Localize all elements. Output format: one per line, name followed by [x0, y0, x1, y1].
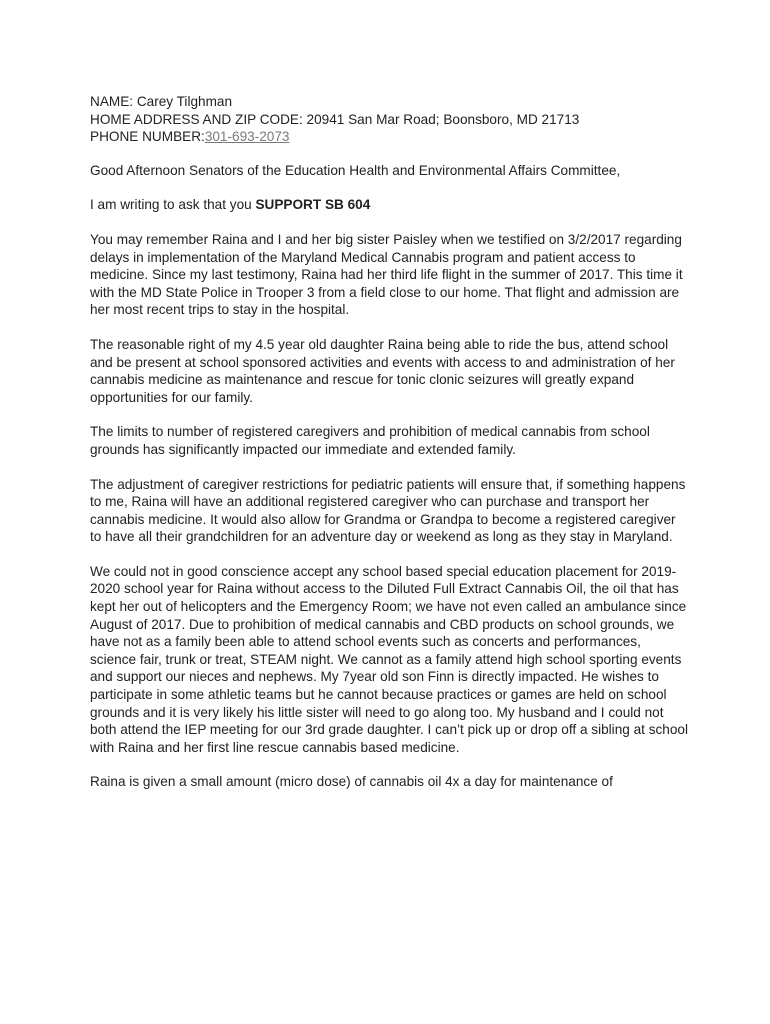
- testimony-letter: [90, 93, 690, 808]
- paragraph-testimony-history: You may remember Raina and I and her big sister Paisley when we testified on 3/2/2017 regarding delays in implementation of the Maryland Medical Cannabis program and patient access to medicine. Since my last testimony, Raina had her third life flight in the summer of 2017. This time it with the MD State Police in Trooper 3 from a field close to our home. That flight and admission are her most recent trips to stay in the hospital.: [90, 231, 683, 318]
- request-bill: SUPPORT SB 604: [255, 197, 371, 213]
- paragraph-caregiver-limits: The limits to number of registered caregivers and prohibition of medical cannabis from school grounds has significantly impacted our immediate and extended family.: [90, 424, 650, 457]
- name-line: NAME: Carey Tilghman: [90, 94, 233, 109]
- phone-label: PHONE NUMBER:: [90, 129, 205, 145]
- paragraph-micro-dose: Raina is given a small amount (micro dose) of cannabis oil 4x a day for maintenance of: [90, 774, 613, 790]
- contact-header: [90, 93, 690, 146]
- greeting: Good Afternoon Senators of the Education Health and Environmental Affairs Committee,: [90, 162, 621, 178]
- paragraph-reasonable-right: The reasonable right of my 4.5 year old daughter Raina being able to ride the bus, attend school and be present at school sponsored activities and events with access to and administration of her cannabis medicine as maintenance and rescue for tonic clonic seizures will greatly expand opportunities for our family.: [90, 336, 675, 405]
- paragraph-school-placement: We could not in good conscience accept any school based special education placement for 2019-2020 school year for Raina without access to the Diluted Full Extract Cannabis Oil, the oil that has kept her out of helicopters and the Emergency Room; we have not even called an ambulance since August of 2017. Due to prohibition of medical cannabis and CBD products on school grounds, we have not as a family been able to attend school events such as concerts and performances, science fair, trunk or treat, STEAM night. We cannot as a family attend high school sporting events and support our nieces and nephews. My 7year old son Finn is directly impacted. He wishes to participate in some athletic teams but he cannot because practices or games are held on school grounds and it is very likely his little sister will need to go along too. My husband and I could not both attend the IEP meeting for our 3rd grade daughter. I can’t pick up or drop off a sibling at school with Raina and her first line rescue cannabis based medicine.: [90, 563, 689, 755]
- address-line: HOME ADDRESS AND ZIP CODE: 20941 San Mar Road; Boonsboro, MD 21713: [90, 111, 580, 127]
- paragraph-caregiver-adjustment: The adjustment of caregiver restrictions for pediatric patients will ensure that, if something happens to me, Raina will have an additional registered caregiver who can purchase and transport her cannabis medicine. It would also allow for Grandma or Grandpa to become a registered caregiver to have all their grandchildren for an adventure day or weekend as long as they stay in Maryland.: [90, 476, 686, 545]
- phone-number-link[interactable]: 301-693-2073: [204, 129, 290, 145]
- request-prefix: I am writing to ask that you: [90, 197, 256, 213]
- request-line: [90, 196, 690, 214]
- phone-line: [90, 128, 690, 146]
